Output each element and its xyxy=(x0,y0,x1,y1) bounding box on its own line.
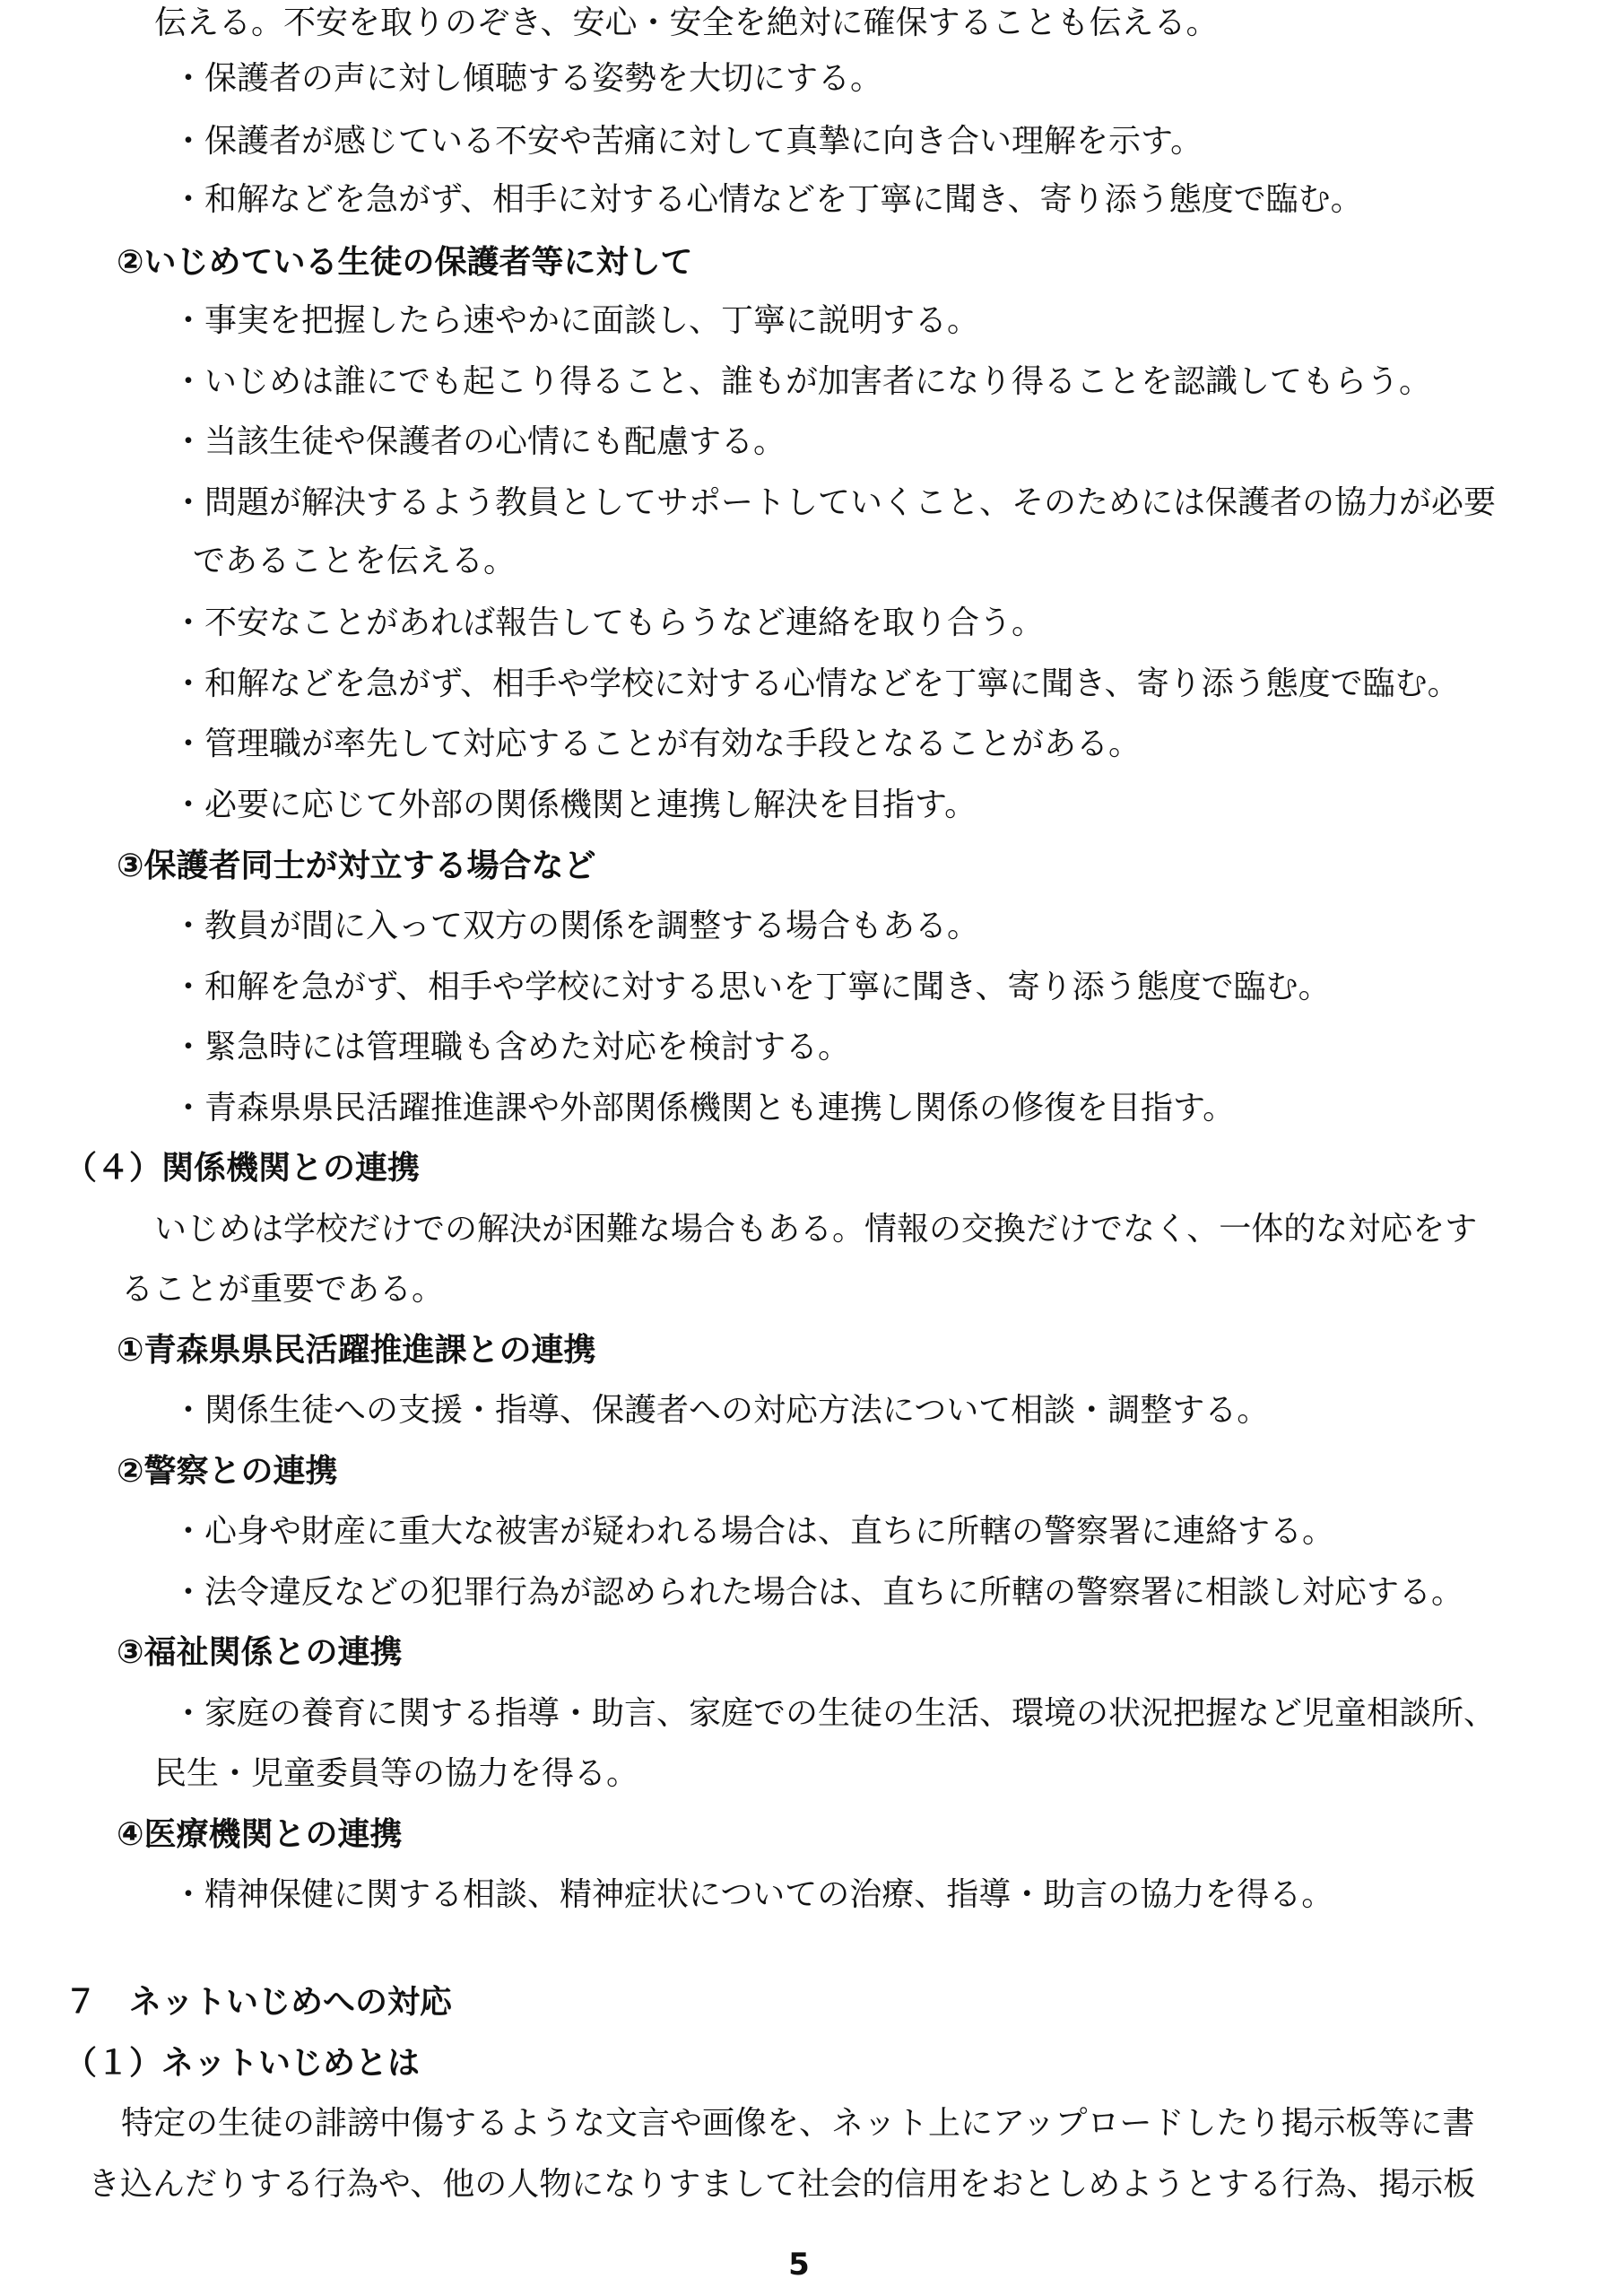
bullet-item: ・精神保健に関する相談、精神症状についての治療、指導・助言の協力を得る。 xyxy=(172,1876,1334,1913)
bullet-item: ・緊急時には管理職も含めた対応を検討する。 xyxy=(172,1029,851,1065)
bullet-item: ・当該生徒や保護者の心情にも配慮する。 xyxy=(172,423,786,460)
bullet-item: ・問題が解決するよう教員としてサポートしていくこと、そのためには保護者の協力が必要 xyxy=(172,484,1497,521)
bullet-item: ・家庭の養育に関する指導・助言、家庭での生徒の生活、環境の状況把握など児童相談所、 xyxy=(172,1695,1497,1732)
bullet-item: ・教員が間に入って双方の関係を調整する場合もある。 xyxy=(172,908,980,944)
bullet-item: ・関係生徒への支援・指導、保護者への対応方法について相談・調整する。 xyxy=(172,1392,1270,1429)
bullet-item: ・青森県県民活躍推進課や外部関係機関とも連携し関係の修復を目指す。 xyxy=(172,1090,1236,1126)
bullet-item: ・管理職が率先して対応することが有効な手段となることがある。 xyxy=(172,726,1142,762)
subsection-heading: ②警察との連携 xyxy=(117,1453,338,1490)
page-number: 5 xyxy=(788,2247,810,2283)
bullet-item: ・和解などを急がず、相手に対する心情などを丁寧に聞き、寄り添う態度で臨む。 xyxy=(172,181,1363,218)
bullet-item: ・いじめは誰にでも起こり得ること、誰もが加害者になり得ることを認識してもらう。 xyxy=(172,363,1432,400)
bullet-item: ・必要に応じて外部の関係機関と連携し解決を目指す。 xyxy=(172,787,977,823)
body-text: いじめは学校だけでの解決が困難な場合もある。情報の交換だけでなく、一体的な対応をす xyxy=(154,1211,1478,1248)
bullet-item: ・心身や財産に重大な被害が疑われる場合は、直ちに所轄の警察署に連絡する。 xyxy=(172,1513,1335,1550)
bullet-item: ・不安なことがあれば報告してもらうなど連絡を取り合う。 xyxy=(172,604,1045,641)
subsection-heading: ②いじめている生徒の保護者等に対して xyxy=(117,244,693,281)
bullet-item: ・法令違反などの犯罪行為が認められた場合は、直ちに所轄の警察署に相談し対応する。 xyxy=(172,1574,1464,1611)
bullet-item: ・和解などを急がず、相手や学校に対する心情などを丁寧に聞き、寄り添う態度で臨む。 xyxy=(172,665,1460,702)
chapter-heading: ７ ネットいじめへの対応 xyxy=(65,1984,453,2021)
bullet-item: ・和解を急がず、相手や学校に対する思いを丁寧に聞き、寄り添う態度で臨む。 xyxy=(172,969,1331,1005)
section-heading: （１）ネットいじめとは xyxy=(65,2045,421,2082)
subsection-heading: ③福祉関係との連携 xyxy=(117,1634,403,1671)
bullet-item: ・事実を把握したら速やかに面談し、丁寧に説明する。 xyxy=(172,302,980,339)
bullet-item: ・保護者の声に対し傾聴する姿勢を大切にする。 xyxy=(172,60,883,97)
subsection-heading: ③保護者同士が対立する場合など xyxy=(117,848,596,884)
section-heading: （４）関係機関との連携 xyxy=(65,1150,421,1187)
body-text: ることが重要である。 xyxy=(121,1271,445,1308)
bullet-item: ・保護者が感じている不安や苦痛に対して真摯に向き合い理解を示す。 xyxy=(172,123,1203,160)
subsection-heading: ④医療機関との連携 xyxy=(117,1816,403,1853)
body-text: き込んだりする行為や、他の人物になりすまして社会的信用をおとしめようとする行為、掲示板 xyxy=(88,2166,1476,2203)
body-text: 特定の生徒の誹謗中傷するような文言や画像を、ネット上にアップロードしたり掲示板等に書 xyxy=(121,2105,1475,2142)
bullet-continuation: 民生・児童委員等の協力を得る。 xyxy=(154,1755,639,1792)
bullet-continuation: であることを伝える。 xyxy=(193,543,517,579)
subsection-heading: ①青森県県民活躍推進課との連携 xyxy=(117,1332,596,1369)
body-text: 伝える。不安を取りのぞき、安心・安全を絶対に確保することも伝える。 xyxy=(154,4,1219,41)
